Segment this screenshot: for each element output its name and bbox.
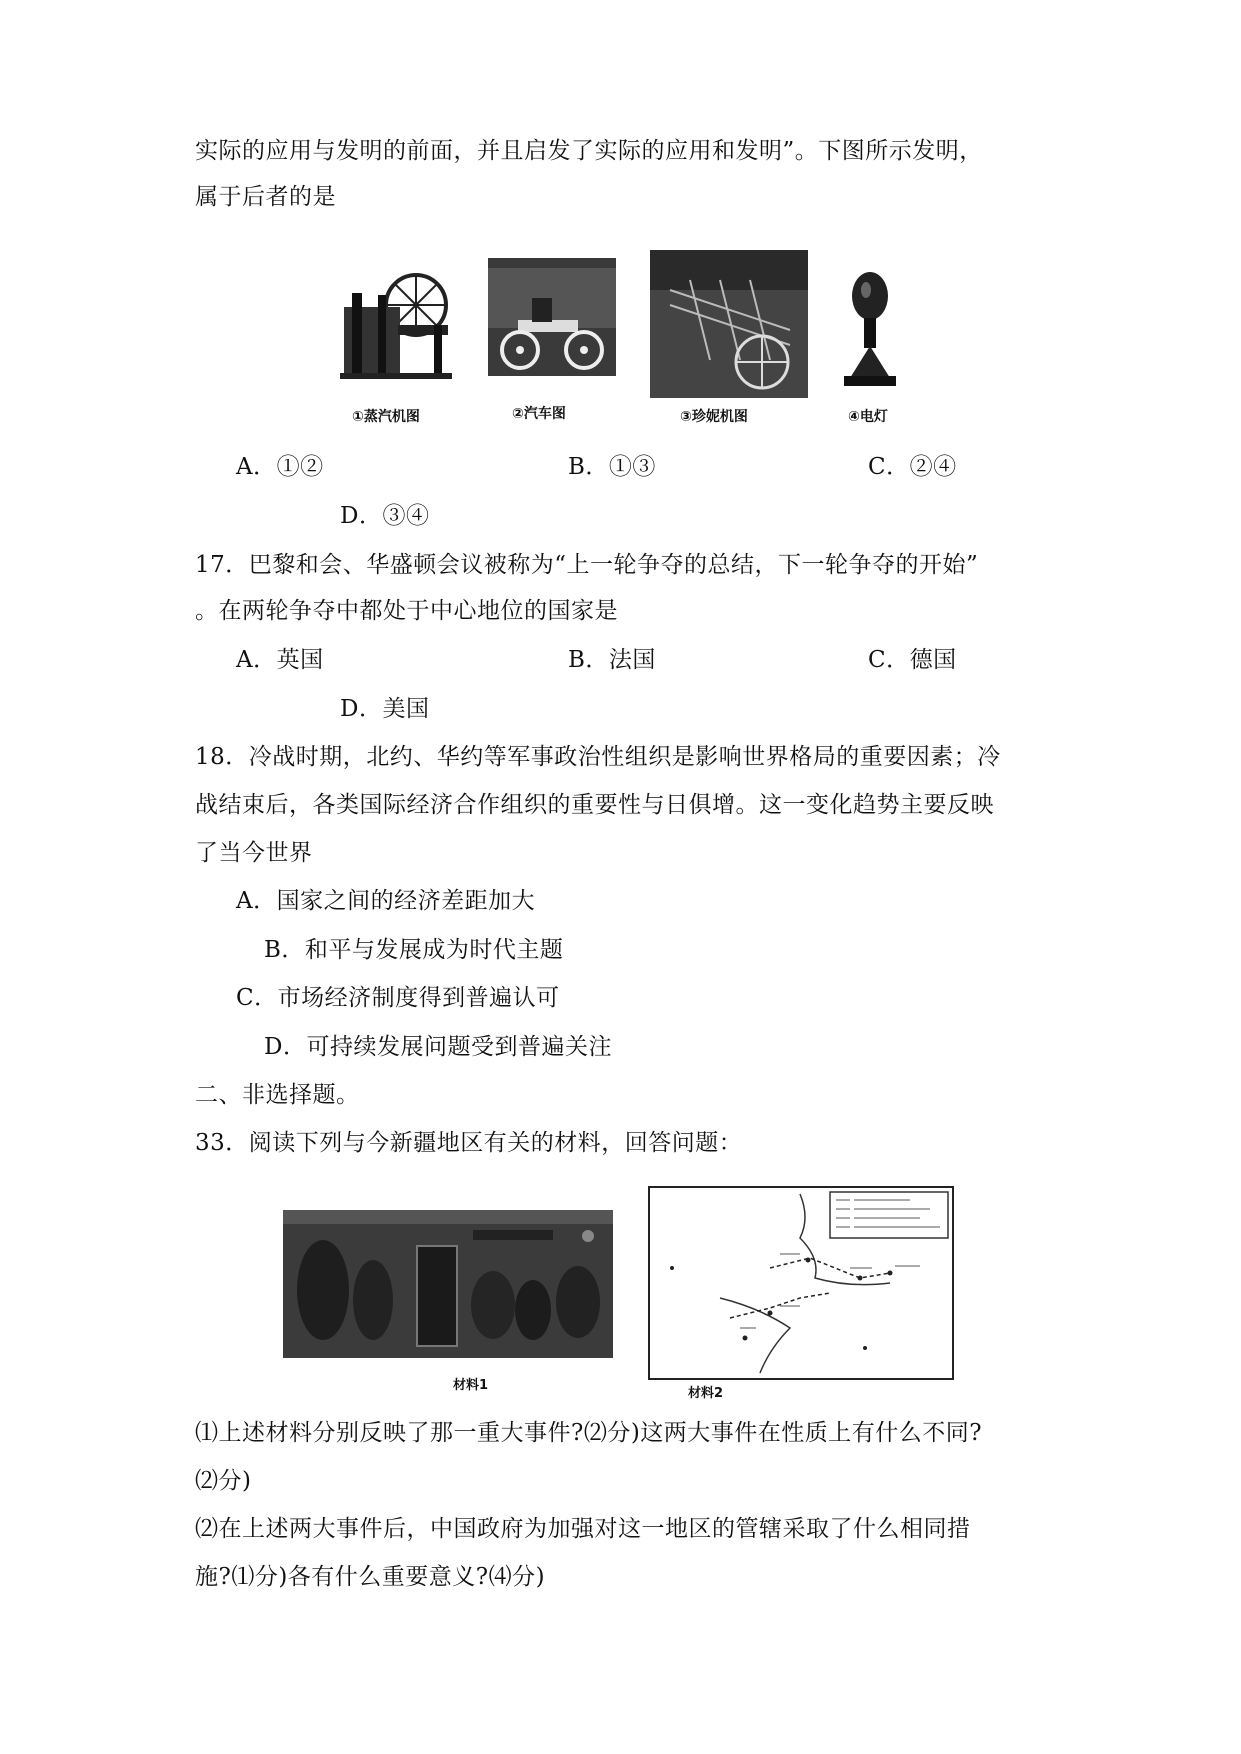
spinning-jenny-image bbox=[650, 250, 808, 398]
electric-lamp-image bbox=[840, 268, 900, 398]
q18-option-b: B．和平与发展成为时代主题 bbox=[264, 937, 564, 963]
q16-stem-line-2: 属于后者的是 bbox=[195, 184, 336, 210]
q17-stem-line-2: 。在两轮争夺中都处于中心地位的国家是 bbox=[195, 598, 618, 624]
q18-stem-line-2: 战结束后，各类国际经济合作组织的重要性与日俱增。这一变化趋势主要反映 bbox=[195, 792, 994, 818]
q16-option-d: D．③④ bbox=[340, 503, 430, 529]
q16-option-b: B．①③ bbox=[568, 454, 656, 480]
material-2-caption: 材料2 bbox=[688, 1386, 724, 1401]
material-1-caption: 材料1 bbox=[453, 1378, 489, 1393]
steam-engine-image bbox=[338, 265, 460, 385]
q17-option-b: B．法国 bbox=[568, 647, 656, 673]
q18-option-a: A．国家之间的经济差距加大 bbox=[236, 888, 536, 914]
car-image bbox=[488, 258, 616, 376]
q16-option-a: A．①② bbox=[236, 454, 324, 480]
q17-option-a: A．英国 bbox=[236, 647, 324, 673]
q18-stem-line-3: 了当今世界 bbox=[195, 840, 313, 866]
section-heading: 二、非选择题。 bbox=[195, 1082, 360, 1108]
q18-option-c: C．市场经济制度得到普遍认可 bbox=[236, 985, 560, 1011]
q17-option-c: C．德国 bbox=[868, 647, 957, 673]
q16-option-c: C．②④ bbox=[868, 454, 957, 480]
q18-stem-line-1: 18．冷战时期，北约、华约等军事政治性组织是影响世界格局的重要因素；冷 bbox=[195, 744, 1001, 770]
q33-sub1-line-1: ⑴上述材料分别反映了那一重大事件?⑵分)这两大事件在性质上有什么不同? bbox=[195, 1420, 983, 1446]
q17-stem-line-1: 17．巴黎和会、华盛顿会议被称为“上一轮争夺的总结，下一轮争夺的开始” bbox=[195, 552, 979, 578]
q33-sub2-line-1: ⑵在上述两大事件后，中国政府为加强对这一地区的管辖采取了什么相同措 bbox=[195, 1516, 971, 1542]
q33-sub1-line-2: ⑵分) bbox=[195, 1468, 252, 1494]
figure-caption-3: ③珍妮机图 bbox=[680, 409, 748, 425]
q18-option-d: D．可持续发展问题受到普遍关注 bbox=[264, 1034, 612, 1060]
q17-option-d: D．美国 bbox=[340, 696, 430, 722]
q33-stem: 33．阅读下列与今新疆地区有关的材料，回答问题： bbox=[195, 1130, 743, 1156]
figure-caption-2: ②汽车图 bbox=[512, 406, 566, 422]
figure-caption-1: ①蒸汽机图 bbox=[352, 409, 420, 425]
q16-stem-line-1: 实际的应用与发明的前面，并且启发了实际的应用和发明”。下图所示发明， bbox=[195, 138, 983, 164]
figure-caption-4: ④电灯 bbox=[848, 409, 888, 425]
q33-sub2-line-2: 施?⑴分)各有什么重要意义?⑷分) bbox=[195, 1564, 546, 1590]
material-2-map bbox=[648, 1186, 954, 1380]
material-1-image bbox=[283, 1210, 613, 1358]
